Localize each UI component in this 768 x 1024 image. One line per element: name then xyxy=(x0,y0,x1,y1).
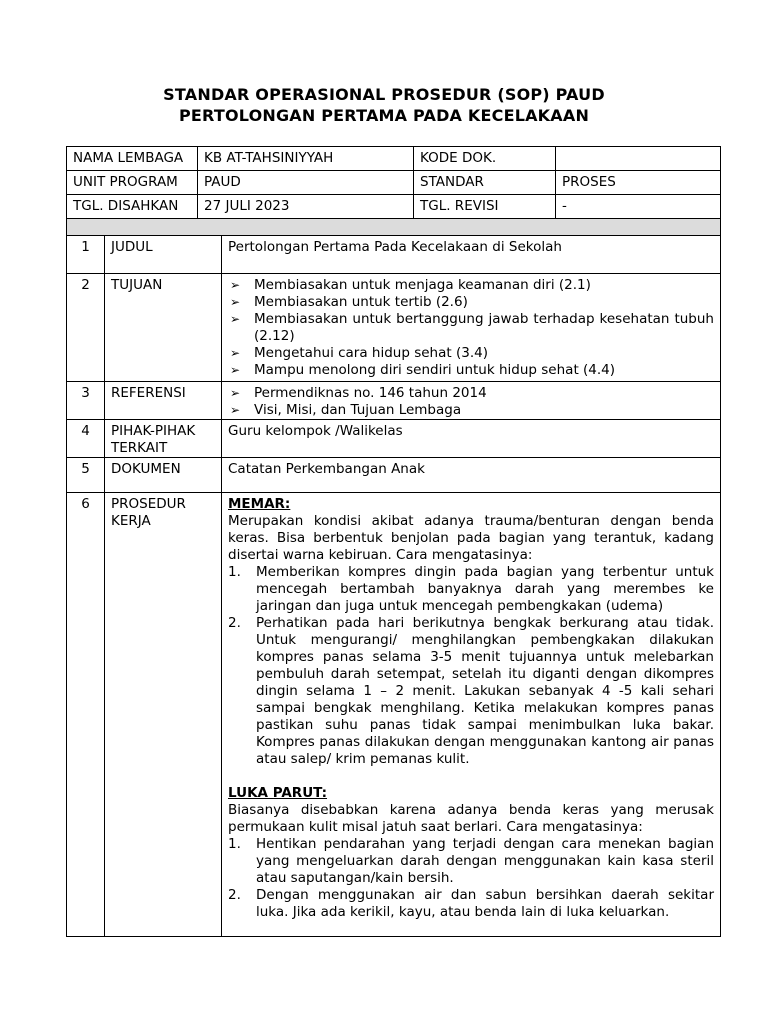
tgl-revisi-value: - xyxy=(556,195,721,219)
row-number: 1 xyxy=(67,236,105,274)
info-row xyxy=(67,195,721,219)
list-item xyxy=(228,564,714,615)
row-number: 2 xyxy=(67,274,105,382)
tgl-revisi-label: TGL. REVISI xyxy=(414,195,556,219)
referensi-list xyxy=(228,385,714,419)
sop-content-table xyxy=(66,235,721,937)
sop-row-tujuan xyxy=(67,274,721,382)
luka-parut-intro: Biasanya disebabkan karena adanya benda keras yang merusak permukaan kulit misal jatuh saat berlari. Cara mengatasinya: xyxy=(228,802,714,835)
memar-heading: MEMAR: xyxy=(228,496,291,512)
row-label: JUDUL xyxy=(105,236,222,274)
step-number: 2. xyxy=(228,887,241,903)
luka-parut-steps xyxy=(228,836,714,921)
standar-label: STANDAR xyxy=(414,171,556,195)
list-item: ➢ Membiasakan untuk menjaga keamanan diri (2.1) xyxy=(228,277,714,294)
list-item xyxy=(228,615,714,768)
sop-row-referensi xyxy=(67,382,721,420)
tgl-disahkan-value: 27 JULI 2023 xyxy=(198,195,414,219)
tgl-disahkan-label: TGL. DISAHKAN xyxy=(67,195,198,219)
list-item: ➢ Mampu menolong diri sendiri untuk hidup sehat (4.4) xyxy=(228,362,714,379)
step-text: Hentikan pendarahan yang terjadi dengan cara menekan bagian yang mengeluarkan darah dengan menggunakan kain kasa steril atau saputangan/kain bersih. xyxy=(256,836,714,886)
row-number: 3 xyxy=(67,382,105,420)
referensi-list-cell xyxy=(222,382,721,420)
kode-dok-label: KODE DOK. xyxy=(414,147,556,171)
section-spacer xyxy=(228,768,714,785)
list-item: ➢ Membiasakan untuk tertib (2.6) xyxy=(228,294,714,311)
sop-row-pihak xyxy=(67,420,721,458)
sop-row-prosedur xyxy=(67,493,721,937)
step-number: 1. xyxy=(228,836,241,852)
list-item: ➢ Permendiknas no. 146 tahun 2014 xyxy=(228,385,714,402)
info-row xyxy=(67,147,721,171)
step-text: Perhatikan pada hari berikutnya bengkak berkurang atau tidak. Untuk mengurangi/ menghilangkan pembengkakan dilakukan kompres panas selama 3-5 menit tujuannya untuk melebarkan pembuluh darah setempat, setelah itu diganti dengan dikompres dingin selama 1 – 2 menit. Lakukan sebanyak 4 -5 kali sehari sampai bengkak menghilang. Ketika melakukan kompres panas pastikan suhu panas tidak sampai menimbulkan luka bakar. Kompres panas dilakukan dengan menggunakan kantong air panas atau salep/ krim pemanas kulit. xyxy=(256,615,714,767)
judul-value: Pertolongan Pertama Pada Kecelakaan di Sekolah xyxy=(222,236,721,274)
unit-program-value: PAUD xyxy=(198,171,414,195)
separator-row xyxy=(67,219,721,236)
row-number: 6 xyxy=(67,493,105,937)
row-number: 4 xyxy=(67,420,105,458)
dokumen-value: Catatan Perkembangan Anak xyxy=(222,458,721,493)
document-title-line1: STANDAR OPERASIONAL PROSEDUR (SOP) PAUD xyxy=(163,85,605,104)
separator-cell xyxy=(67,219,721,236)
step-number: 1. xyxy=(228,564,241,580)
step-text: Memberikan kompres dingin pada bagian yang terbentur untuk mencegah bertambah banyaknya darah yang merembes ke jaringan dan juga untuk mencegah pembengkakan (udema) xyxy=(256,564,714,614)
document-title-line2: PERTOLONGAN PERTAMA PADA KECELAKAAN xyxy=(178,106,590,125)
luka-parut-heading: LUKA PARUT: xyxy=(228,785,328,801)
sop-row-judul xyxy=(67,236,721,274)
list-item xyxy=(228,836,714,887)
list-item: ➢ Membiasakan untuk bertanggung jawab terhadap kesehatan tubuh (2.12) xyxy=(228,311,714,345)
tujuan-list-cell xyxy=(222,274,721,382)
list-item xyxy=(228,887,714,921)
prosedur-content xyxy=(222,493,721,937)
memar-intro: Merupakan kondisi akibat adanya trauma/benturan dengan benda keras. Bisa berbentuk benjolan pada bagian yang terantuk, kadang disertai warna kebiruan. Cara mengatasinya: xyxy=(228,513,714,563)
kode-dok-value xyxy=(556,147,721,171)
nama-lembaga-value: KB AT-TAHSINIYYAH xyxy=(198,147,414,171)
step-number: 2. xyxy=(228,615,241,631)
step-text: Dengan menggunakan air dan sabun bersihkan daerah sekitar luka. Jika ada kerikil, kayu, atau benda lain di luka keluarkan. xyxy=(256,887,714,920)
row-number: 5 xyxy=(67,458,105,493)
list-item: ➢ Mengetahui cara hidup sehat (3.4) xyxy=(228,345,714,362)
row-label: PIHAK-PIHAK TERKAIT xyxy=(105,420,222,458)
sop-row-dokumen xyxy=(67,458,721,493)
unit-program-label: UNIT PROGRAM xyxy=(67,171,198,195)
document-info-table xyxy=(66,146,721,236)
tujuan-list xyxy=(228,277,714,379)
memar-steps xyxy=(228,564,714,768)
nama-lembaga-label: NAMA LEMBAGA xyxy=(67,147,198,171)
row-label: REFERENSI xyxy=(105,382,222,420)
pihak-value: Guru kelompok /Walikelas xyxy=(222,420,721,458)
row-label: PROSEDUR KERJA xyxy=(105,493,222,937)
info-row xyxy=(67,171,721,195)
row-label: TUJUAN xyxy=(105,274,222,382)
list-item: ➢ Visi, Misi, dan Tujuan Lembaga xyxy=(228,402,714,419)
row-label: DOKUMEN xyxy=(105,458,222,493)
standar-value: PROSES xyxy=(556,171,721,195)
